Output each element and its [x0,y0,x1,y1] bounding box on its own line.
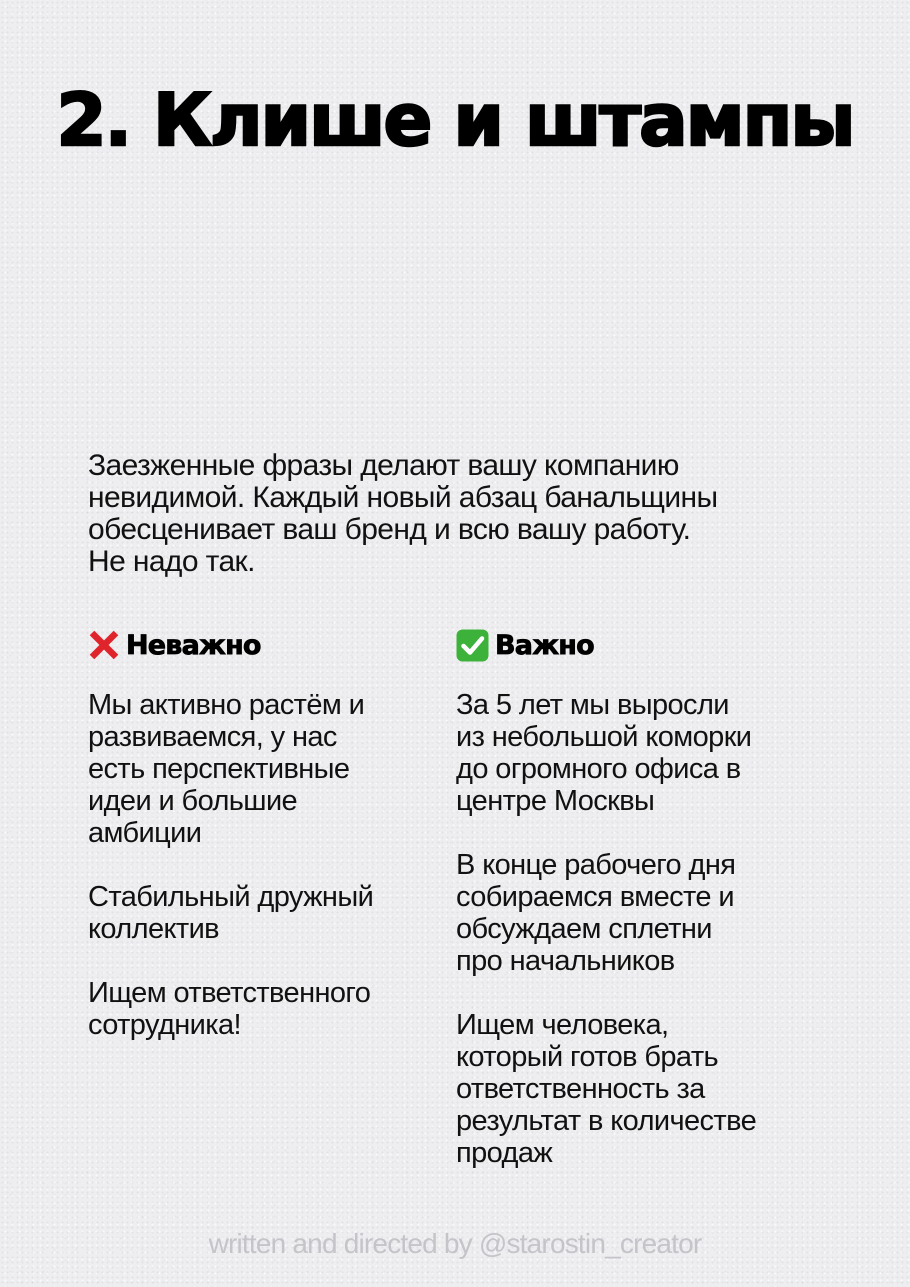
intro-line: Не надо так. [88,545,255,578]
item-line: результат в количестве [456,1105,757,1137]
item-line: до огромного офиса в [456,753,741,785]
item-line: Ищем человека, [456,1009,669,1041]
column-heading [88,628,428,662]
heading-label: Важно [495,629,594,661]
item-line: амбиции [88,817,202,849]
item-line: который готов брать [456,1041,719,1073]
item-line: развиваемся, у нас [88,721,337,753]
item-line: собираемся вместе и [456,881,734,913]
list-item [456,1009,856,1169]
item-line: идеи и большие [88,785,298,817]
column-unimportant [88,628,428,1073]
page-title: 2. Клише и штампы [56,78,854,162]
item-line: В конце рабочего дня [456,849,736,881]
list-item [456,849,856,977]
item-line: За 5 лет мы выросли [456,689,729,721]
item-line: центре Москвы [456,785,655,817]
item-line: из небольшой коморки [456,721,752,753]
item-line: обсуждаем сплетни [456,913,712,945]
column-heading [456,628,856,662]
cross-mark-icon [88,629,120,661]
item-line: Стабильный дружный [88,881,374,913]
footer-credit: written and directed by @starostin_creator [208,1228,702,1259]
item-line: Ищем ответственного [88,977,371,1009]
intro-line: обесценивает ваш бренд и всю вашу работу. [88,513,691,546]
item-line: ответственность за [456,1073,705,1105]
list-item [456,689,856,817]
intro-line: Заезженные фразы делают вашу компанию [88,449,679,482]
list-item [88,977,428,1041]
intro-line: невидимой. Каждый новый абзац банальщины [88,481,718,514]
item-line: продаж [456,1137,553,1169]
column-important [456,628,856,1201]
list-item [88,881,428,945]
item-line: коллектив [88,913,219,945]
check-mark-button-icon [456,629,489,662]
heading-label: Неважно [126,629,261,661]
intro-paragraph [88,450,848,578]
list-item [88,689,428,849]
item-line: сотрудника! [88,1009,241,1041]
item-line: про начальников [456,945,675,977]
item-line: Мы активно растём и [88,689,365,721]
item-line: есть перспективные [88,753,350,785]
